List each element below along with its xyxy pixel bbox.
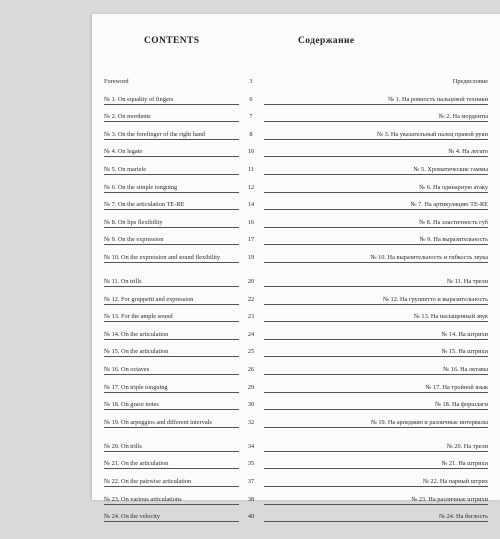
toc-entry-ru: № 23. На различные штрихи (264, 496, 488, 505)
toc-row (92, 419, 500, 445)
toc-entry-ru: № 11. На трели (264, 278, 488, 287)
toc-entry-en: № 20. On trills (104, 443, 239, 452)
toc-entry-en: № 16. On octaves (104, 366, 239, 375)
toc-page-number: 24 (247, 330, 255, 338)
toc-entry-ru: № 8. На эластичность губ (264, 219, 488, 228)
toc-entry-en: № 13. For the ample sound (104, 313, 239, 322)
toc-page-number: 23 (247, 313, 255, 321)
toc-entry-en: № 3. On the forefinger of the right hand (104, 131, 239, 140)
toc-entry-ru: № 13. На насыщенный звук (264, 313, 488, 322)
toc-entry-en: № 2. On mordents (104, 113, 239, 122)
toc-entry-en: № 4. On legato (104, 148, 239, 157)
toc-page-number: 17 (247, 236, 255, 244)
toc-entry-en: № 19. On arpeggios and different intervals (104, 419, 239, 428)
toc-row (92, 513, 500, 539)
contents-heading-en: CONTENTS (144, 36, 200, 46)
toc-entry-en: № 22. On the pairwise articulation (104, 478, 239, 487)
toc-entry-ru: № 12. На группетто и выразительность (264, 296, 488, 305)
toc-page-number: 38 (247, 495, 255, 503)
toc-entry-ru: № 19. На арпеджио и различные интервалы (264, 419, 488, 428)
toc-entry-en: № 8. On lips flexibility (104, 219, 239, 228)
toc-entry-en: № 9. On the expression (104, 236, 239, 245)
toc-page-number: 12 (247, 183, 255, 191)
toc-page-number: 26 (247, 366, 255, 373)
book-page (92, 14, 500, 521)
toc-page-number: 6 (249, 95, 253, 103)
toc-entry-ru: № 3. На указательный палец правой руки (264, 131, 488, 140)
toc-entry-ru: № 5. Хроматические гаммы (264, 166, 488, 175)
toc-entry-en: № 12. For gruppetti and expression (104, 296, 239, 305)
toc-entry-en: № 14. On the articulation (104, 331, 239, 340)
toc-entry-ru: № 10. На выразительность и гибкость звука (264, 254, 488, 263)
toc-entry-en: № 18. On grace notes (104, 401, 239, 410)
toc-entry-ru: № 9. На выразительность (264, 236, 488, 245)
toc-page-number: 25 (247, 348, 255, 356)
toc-entry-ru: № 2. На мордеиты (264, 113, 488, 122)
toc-page-number: 16 (247, 218, 255, 226)
toc-page-number: 20 (247, 278, 255, 285)
toc-entry-en: № 15. On the articulation (104, 348, 239, 357)
toc-page-number: 3 (249, 78, 253, 85)
toc-page-number: 10 (247, 148, 255, 156)
toc-entry-en: № 21. On the articulation (104, 460, 239, 469)
toc-entry-en: № 11. On trills (104, 278, 239, 287)
toc-entry-ru: № 16. На октавы (264, 366, 488, 375)
toc-entry-ru: Предисловие (452, 78, 488, 85)
toc-entry-ru: № 17. На тройной язык (264, 384, 488, 393)
toc-page-number: 8 (249, 130, 253, 138)
toc-page-number: 37 (247, 478, 255, 485)
toc-entry-en: № 7. On the articulation TE-RE (104, 201, 239, 210)
toc-page-number: 40 (247, 513, 255, 521)
toc-entry-ru: № 24. На беглость (264, 513, 488, 522)
toc-entry-en: № 5. On martele (104, 166, 239, 175)
toc-entry-ru: № 14. На штрихи (264, 331, 488, 340)
toc-page-number: 30 (247, 401, 255, 409)
toc-entry-ru: № 6. На одинарную атаку (264, 184, 488, 193)
toc-entry-en: № 6. On the simple tonguing (104, 184, 239, 193)
toc-entry-en: № 24. On the velocity (104, 513, 239, 522)
toc-entry-ru: № 7. На артикуляцию TE-RE (264, 201, 488, 210)
toc-page-number: 22 (247, 295, 255, 303)
toc-row (92, 254, 500, 280)
toc-entry-en: № 1. On equality of fingers (104, 96, 239, 105)
toc-entry-en: № 23. On various articulations (104, 496, 239, 505)
toc-entry-en: Foreword (104, 78, 129, 85)
toc-entry-en: № 17. On triple tonguing (104, 384, 239, 393)
toc-entry-ru: № 20. На трели (264, 443, 488, 452)
toc-page-number: 11 (247, 166, 255, 173)
toc-page-number: 14 (247, 201, 255, 209)
toc-page-number: 19 (247, 254, 255, 261)
toc-entry-ru: № 1. На ровность пальцевой техники (264, 96, 488, 105)
toc-entry-ru: № 21. На штрихи (264, 460, 488, 469)
toc-page-number: 7 (249, 113, 253, 121)
toc-page-number: 34 (247, 442, 255, 450)
contents-heading-ru: Содержание (298, 36, 355, 46)
toc-page-number: 32 (247, 418, 255, 426)
toc-entry-en: № 10. On the expression and sound flexibility (104, 254, 239, 263)
toc-entry-ru: № 15. На штрихи (264, 348, 488, 357)
toc-entry-ru: № 4. На легато (264, 148, 488, 157)
toc-page-number: 29 (247, 383, 255, 391)
toc-entry-ru: № 22. На парный штрих (264, 478, 488, 487)
toc-page-number: 35 (247, 460, 255, 468)
toc-entry-ru: № 18. На форшлаги (264, 401, 488, 410)
